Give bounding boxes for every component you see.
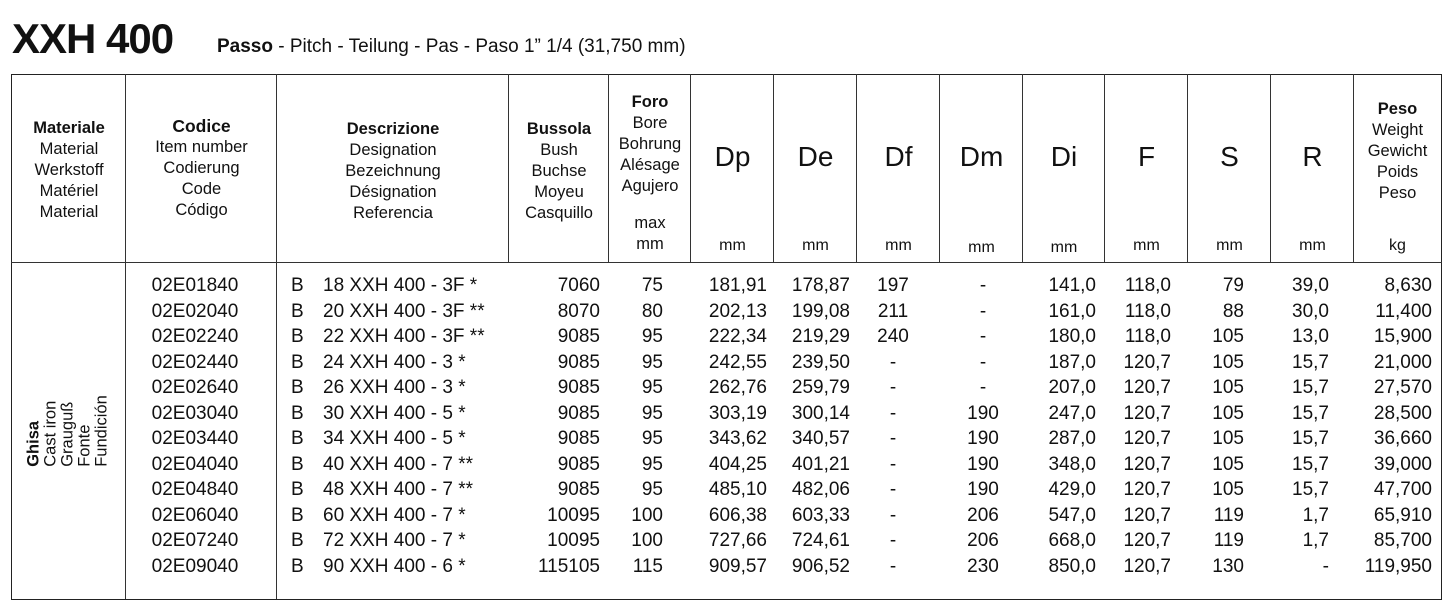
cell-peso: 65,910 <box>1373 504 1432 526</box>
col-header-peso-line: Poids <box>1376 163 1419 181</box>
cell-prefix: B <box>291 402 304 424</box>
cell-dp: 222,34 <box>708 326 767 347</box>
cell-codice: 02E02040 <box>151 300 239 322</box>
cell-descr: 18 XXH 400 - 3F * <box>323 275 478 296</box>
cell-bussola: 9085 <box>557 351 600 373</box>
cell-foro: 95 <box>641 351 663 373</box>
cell-di: 180,0 <box>1048 326 1096 347</box>
table-row <box>0 528 1445 554</box>
col-header-materiale <box>12 74 126 263</box>
cell-r: 15,7 <box>1292 402 1329 424</box>
col-header-r-unit: mm <box>1299 237 1326 254</box>
cell-foro: 95 <box>641 453 663 475</box>
col-header-peso-line: Gewicht <box>1367 142 1428 160</box>
cell-peso: 85,700 <box>1373 530 1432 551</box>
col-header-di-label: Di <box>1050 141 1078 172</box>
cell-de: 603,33 <box>791 504 850 526</box>
table-row <box>0 299 1445 325</box>
cell-f: 120,7 <box>1123 351 1171 373</box>
cell-prefix: B <box>291 453 304 475</box>
table-row <box>0 273 1445 299</box>
cell-r: 15,7 <box>1292 351 1329 373</box>
cell-f: 120,7 <box>1123 428 1171 449</box>
cell-codice: 02E01840 <box>151 275 239 296</box>
table-row <box>0 375 1445 401</box>
col-header-dm-label: Dm <box>959 141 1004 172</box>
col-header-s-label: S <box>1220 141 1239 172</box>
table-row <box>0 477 1445 503</box>
col-header-s-unit: mm <box>1216 237 1243 254</box>
cell-s: 105 <box>1212 351 1244 373</box>
header-divider <box>11 262 1442 263</box>
cell-s: 88 <box>1222 300 1244 322</box>
col-header-materiale-line: Werkstoff <box>34 161 104 179</box>
col-header-de-unit: mm <box>802 237 829 254</box>
cell-df: - <box>889 479 897 500</box>
col-header-peso-line: Peso <box>1378 184 1417 202</box>
cell-dp: 181,91 <box>708 275 767 296</box>
cell-bussola: 9085 <box>557 428 600 449</box>
cell-f: 120,7 <box>1123 504 1171 526</box>
table-row <box>0 324 1445 350</box>
cell-df: 211 <box>877 300 909 322</box>
cell-dm: - <box>979 326 987 347</box>
col-header-df-unit: mm <box>885 237 912 254</box>
cell-peso: 8,630 <box>1384 275 1432 296</box>
col-header-descrizione-line: Bezeichnung <box>345 162 441 180</box>
cell-codice: 02E04840 <box>151 479 239 500</box>
material-group-line: Fundición <box>92 395 111 467</box>
cell-peso: 27,570 <box>1373 377 1432 398</box>
col-header-f-label: F <box>1137 141 1156 172</box>
cell-df: - <box>889 377 897 398</box>
cell-r: 15,7 <box>1292 377 1329 398</box>
cell-foro: 95 <box>641 326 663 347</box>
cell-df: - <box>889 453 897 475</box>
cell-foro: 80 <box>641 300 663 322</box>
col-header-dp-label: Dp <box>714 141 751 172</box>
table-row <box>0 554 1445 580</box>
cell-f: 120,7 <box>1123 555 1171 577</box>
col-header-bussola-line: Bussola <box>526 120 592 138</box>
pitch-label: Passo <box>217 36 273 57</box>
col-header-descrizione-line: Designation <box>349 141 437 159</box>
cell-de: 300,14 <box>791 402 850 424</box>
cell-f: 118,0 <box>1124 300 1171 322</box>
cell-s: 105 <box>1212 428 1244 449</box>
cell-foro: 95 <box>641 377 663 398</box>
cell-descr: 22 XXH 400 - 3F ** <box>323 326 485 347</box>
col-header-descrizione-line: Descrizione <box>346 120 440 138</box>
cell-de: 259,79 <box>791 377 850 398</box>
cell-foro: 100 <box>631 530 663 551</box>
col-header-materiale-line: Matériel <box>39 182 99 200</box>
cell-di: 247,0 <box>1048 402 1096 424</box>
cell-de: 199,08 <box>791 300 850 322</box>
cell-descr: 24 XXH 400 - 3 * <box>323 351 466 373</box>
cell-descr: 20 XXH 400 - 3F ** <box>323 300 485 322</box>
cell-dm: 190 <box>967 402 999 424</box>
cell-codice: 02E03440 <box>151 428 239 449</box>
cell-descr: 48 XXH 400 - 7 ** <box>323 479 473 500</box>
col-header-foro-line: Foro <box>631 93 669 111</box>
cell-codice: 02E09040 <box>151 555 239 577</box>
cell-s: 105 <box>1212 453 1244 475</box>
cell-dp: 242,55 <box>708 351 767 373</box>
cell-descr: 30 XXH 400 - 5 * <box>323 402 466 424</box>
cell-r: - <box>1322 555 1329 577</box>
cell-s: 119 <box>1213 504 1244 526</box>
cell-dp: 404,25 <box>708 453 767 475</box>
col-header-foro-line: Agujero <box>621 177 679 195</box>
cell-bussola: 10095 <box>547 504 600 526</box>
col-header-bussola-line: Bush <box>540 141 578 159</box>
cell-s: 130 <box>1212 555 1244 577</box>
col-header-peso <box>1353 74 1441 263</box>
cell-descr: 40 XXH 400 - 7 ** <box>323 453 473 475</box>
cell-dm: 230 <box>967 555 999 577</box>
col-header-de-label: De <box>797 141 834 172</box>
pitch-value: - Pitch - Teilung - Pas - Paso 1” 1/4 (31,750 mm) <box>272 36 686 57</box>
cell-prefix: B <box>291 428 304 449</box>
cell-dm: 190 <box>967 453 999 475</box>
cell-peso: 21,000 <box>1373 351 1432 373</box>
cell-codice: 02E02440 <box>151 351 239 373</box>
col-header-s <box>1187 74 1271 263</box>
cell-s: 105 <box>1212 377 1244 398</box>
cell-prefix: B <box>291 479 304 500</box>
cell-dp: 909,57 <box>708 555 767 577</box>
cell-de: 219,29 <box>791 326 850 347</box>
cell-descr: 34 XXH 400 - 5 * <box>323 428 466 449</box>
cell-descr: 60 XXH 400 - 7 * <box>323 504 466 526</box>
cell-foro: 95 <box>641 479 663 500</box>
cell-foro: 95 <box>641 402 663 424</box>
cell-r: 13,0 <box>1292 326 1329 347</box>
cell-dp: 202,13 <box>708 300 767 322</box>
cell-di: 547,0 <box>1048 504 1096 526</box>
col-header-bussola-line: Buchse <box>531 162 587 180</box>
material-group-line: Fonte <box>75 424 94 467</box>
cell-bussola: 115105 <box>538 555 600 577</box>
cell-di: 207,0 <box>1048 377 1096 398</box>
cell-prefix: B <box>291 377 304 398</box>
table-row <box>0 503 1445 529</box>
cell-descr: 72 XXH 400 - 7 * <box>323 530 466 551</box>
cell-codice: 02E02240 <box>151 326 239 347</box>
col-header-foro-unit: mm <box>636 235 664 253</box>
cell-prefix: B <box>291 504 304 526</box>
cell-foro: 115 <box>632 555 663 577</box>
cell-de: 178,87 <box>791 275 850 296</box>
cell-foro: 100 <box>631 504 663 526</box>
cell-f: 120,7 <box>1123 530 1171 551</box>
cell-di: 850,0 <box>1048 555 1096 577</box>
cell-peso: 28,500 <box>1373 402 1432 424</box>
cell-r: 39,0 <box>1292 275 1329 296</box>
col-header-df <box>856 74 940 263</box>
cell-r: 1,7 <box>1302 504 1329 526</box>
cell-r: 15,7 <box>1292 453 1329 475</box>
cell-dm: - <box>979 351 987 373</box>
cell-codice: 02E02640 <box>151 377 239 398</box>
cell-r: 15,7 <box>1292 479 1329 500</box>
cell-s: 105 <box>1212 479 1244 500</box>
cell-r: 30,0 <box>1292 300 1329 322</box>
col-header-codice-line: Code <box>181 180 222 198</box>
col-header-peso-line: Peso <box>1377 100 1418 118</box>
cell-codice: 02E04040 <box>151 453 239 475</box>
cell-foro: 75 <box>641 275 663 296</box>
cell-dm: 206 <box>967 530 999 551</box>
col-header-di <box>1022 74 1105 263</box>
col-header-df-label: Df <box>884 141 913 172</box>
col-header-descrizione-line: Désignation <box>349 183 437 201</box>
cell-bussola: 9085 <box>557 377 600 398</box>
cell-de: 239,50 <box>791 351 850 373</box>
cell-bussola: 7060 <box>557 275 600 296</box>
cell-dm: - <box>979 377 987 398</box>
material-group-line: Ghisa <box>24 420 43 467</box>
cell-de: 482,06 <box>791 479 850 500</box>
cell-prefix: B <box>291 326 304 347</box>
col-header-materiale-line: Material <box>39 203 99 221</box>
cell-peso: 39,000 <box>1373 453 1432 475</box>
cell-peso: 119,950 <box>1364 555 1432 577</box>
cell-bussola: 9085 <box>557 326 600 347</box>
cell-dm: - <box>979 300 987 322</box>
cell-dp: 606,38 <box>708 504 767 526</box>
cell-r: 15,7 <box>1292 428 1329 449</box>
col-header-foro <box>608 74 691 263</box>
col-header-f-unit: mm <box>1133 237 1160 254</box>
table-row <box>0 452 1445 478</box>
col-header-codice <box>125 74 277 263</box>
col-header-materiale-line: Material <box>39 140 99 158</box>
col-header-descrizione-line: Referencia <box>353 204 433 222</box>
cell-prefix: B <box>291 275 304 296</box>
cell-s: 79 <box>1222 275 1244 296</box>
cell-df: - <box>889 351 897 373</box>
cell-di: 187,0 <box>1048 351 1096 373</box>
cell-dp: 727,66 <box>708 530 767 551</box>
page-title: XXH 400 <box>12 15 174 62</box>
cell-di: 141,0 <box>1048 275 1096 296</box>
table-row <box>0 350 1445 376</box>
cell-bussola: 9085 <box>557 479 600 500</box>
col-header-dm <box>939 74 1023 263</box>
cell-dp: 262,76 <box>708 377 767 398</box>
cell-s: 105 <box>1212 402 1244 424</box>
material-group-line: Cast iron <box>41 400 60 467</box>
col-header-codice-line: Codierung <box>163 159 240 177</box>
col-header-materiale-line: Materiale <box>33 119 105 137</box>
cell-prefix: B <box>291 300 304 322</box>
col-header-codice-line: Item number <box>155 138 248 156</box>
col-header-peso-unit: kg <box>1389 237 1406 254</box>
cell-peso: 11,400 <box>1375 300 1432 322</box>
col-header-foro-line: Alésage <box>620 156 680 174</box>
col-header-foro-unit: max <box>634 214 666 232</box>
cell-df: - <box>889 504 897 526</box>
cell-bussola: 10095 <box>547 530 600 551</box>
cell-descr: 26 XXH 400 - 3 * <box>323 377 466 398</box>
col-header-dp <box>690 74 774 263</box>
cell-df: - <box>889 555 897 577</box>
cell-dm: - <box>979 275 987 296</box>
cell-s: 119 <box>1213 530 1244 551</box>
cell-di: 429,0 <box>1048 479 1096 500</box>
cell-de: 401,21 <box>791 453 850 475</box>
col-header-codice-line: Codice <box>172 116 231 136</box>
material-group-line: Grauguß <box>58 401 77 467</box>
cell-df: - <box>889 402 897 424</box>
cell-df: 197 <box>877 275 909 296</box>
cell-peso: 47,700 <box>1373 479 1432 500</box>
col-header-de <box>773 74 857 263</box>
cell-s: 105 <box>1212 326 1244 347</box>
col-header-r <box>1270 74 1354 263</box>
cell-bussola: 8070 <box>557 300 600 322</box>
pitch-subtitle <box>217 36 686 58</box>
cell-de: 724,61 <box>791 530 850 551</box>
col-header-foro-line: Bore <box>632 114 668 132</box>
col-header-bussola-line: Moyeu <box>534 183 584 201</box>
col-header-bussola <box>508 74 609 263</box>
col-header-descrizione <box>276 74 509 263</box>
col-header-bussola-line: Casquillo <box>525 204 593 222</box>
cell-di: 668,0 <box>1048 530 1096 551</box>
cell-prefix: B <box>291 530 304 551</box>
cell-foro: 95 <box>641 428 663 449</box>
cell-dp: 343,62 <box>708 428 767 449</box>
cell-prefix: B <box>291 555 304 577</box>
cell-dp: 485,10 <box>708 479 767 500</box>
col-header-dp-unit: mm <box>719 237 746 254</box>
col-header-di-unit: mm <box>1050 239 1078 256</box>
cell-codice: 02E03040 <box>151 402 239 424</box>
col-header-dm-unit: mm <box>968 239 995 256</box>
cell-di: 287,0 <box>1048 428 1096 449</box>
cell-df: - <box>889 530 897 551</box>
cell-f: 118,0 <box>1124 326 1171 347</box>
cell-descr: 90 XXH 400 - 6 * <box>323 555 466 577</box>
cell-dp: 303,19 <box>708 402 767 424</box>
cell-di: 348,0 <box>1048 453 1096 475</box>
col-header-codice-line: Código <box>175 201 228 219</box>
col-header-f <box>1104 74 1188 263</box>
cell-f: 120,7 <box>1123 453 1171 475</box>
cell-prefix: B <box>291 351 304 373</box>
cell-dm: 190 <box>967 479 999 500</box>
cell-dm: 190 <box>967 428 999 449</box>
cell-peso: 36,660 <box>1373 428 1432 449</box>
cell-de: 906,52 <box>791 555 850 577</box>
cell-bussola: 9085 <box>557 402 600 424</box>
cell-dm: 206 <box>967 504 999 526</box>
cell-bussola: 9085 <box>557 453 600 475</box>
cell-f: 118,0 <box>1124 275 1171 296</box>
cell-codice: 02E06040 <box>151 504 239 526</box>
cell-di: 161,0 <box>1048 300 1096 322</box>
cell-r: 1,7 <box>1302 530 1329 551</box>
cell-f: 120,7 <box>1123 479 1171 500</box>
col-header-foro-line: Bohrung <box>618 135 682 153</box>
col-header-peso-line: Weight <box>1371 121 1424 139</box>
cell-codice: 02E07240 <box>151 530 239 551</box>
cell-de: 340,57 <box>791 428 850 449</box>
cell-peso: 15,900 <box>1373 326 1432 347</box>
cell-df: 240 <box>877 326 909 347</box>
col-header-r-label: R <box>1302 141 1323 172</box>
table-row <box>0 426 1445 452</box>
cell-df: - <box>889 428 897 449</box>
cell-f: 120,7 <box>1123 377 1171 398</box>
table-row <box>0 401 1445 427</box>
cell-f: 120,7 <box>1123 402 1171 424</box>
